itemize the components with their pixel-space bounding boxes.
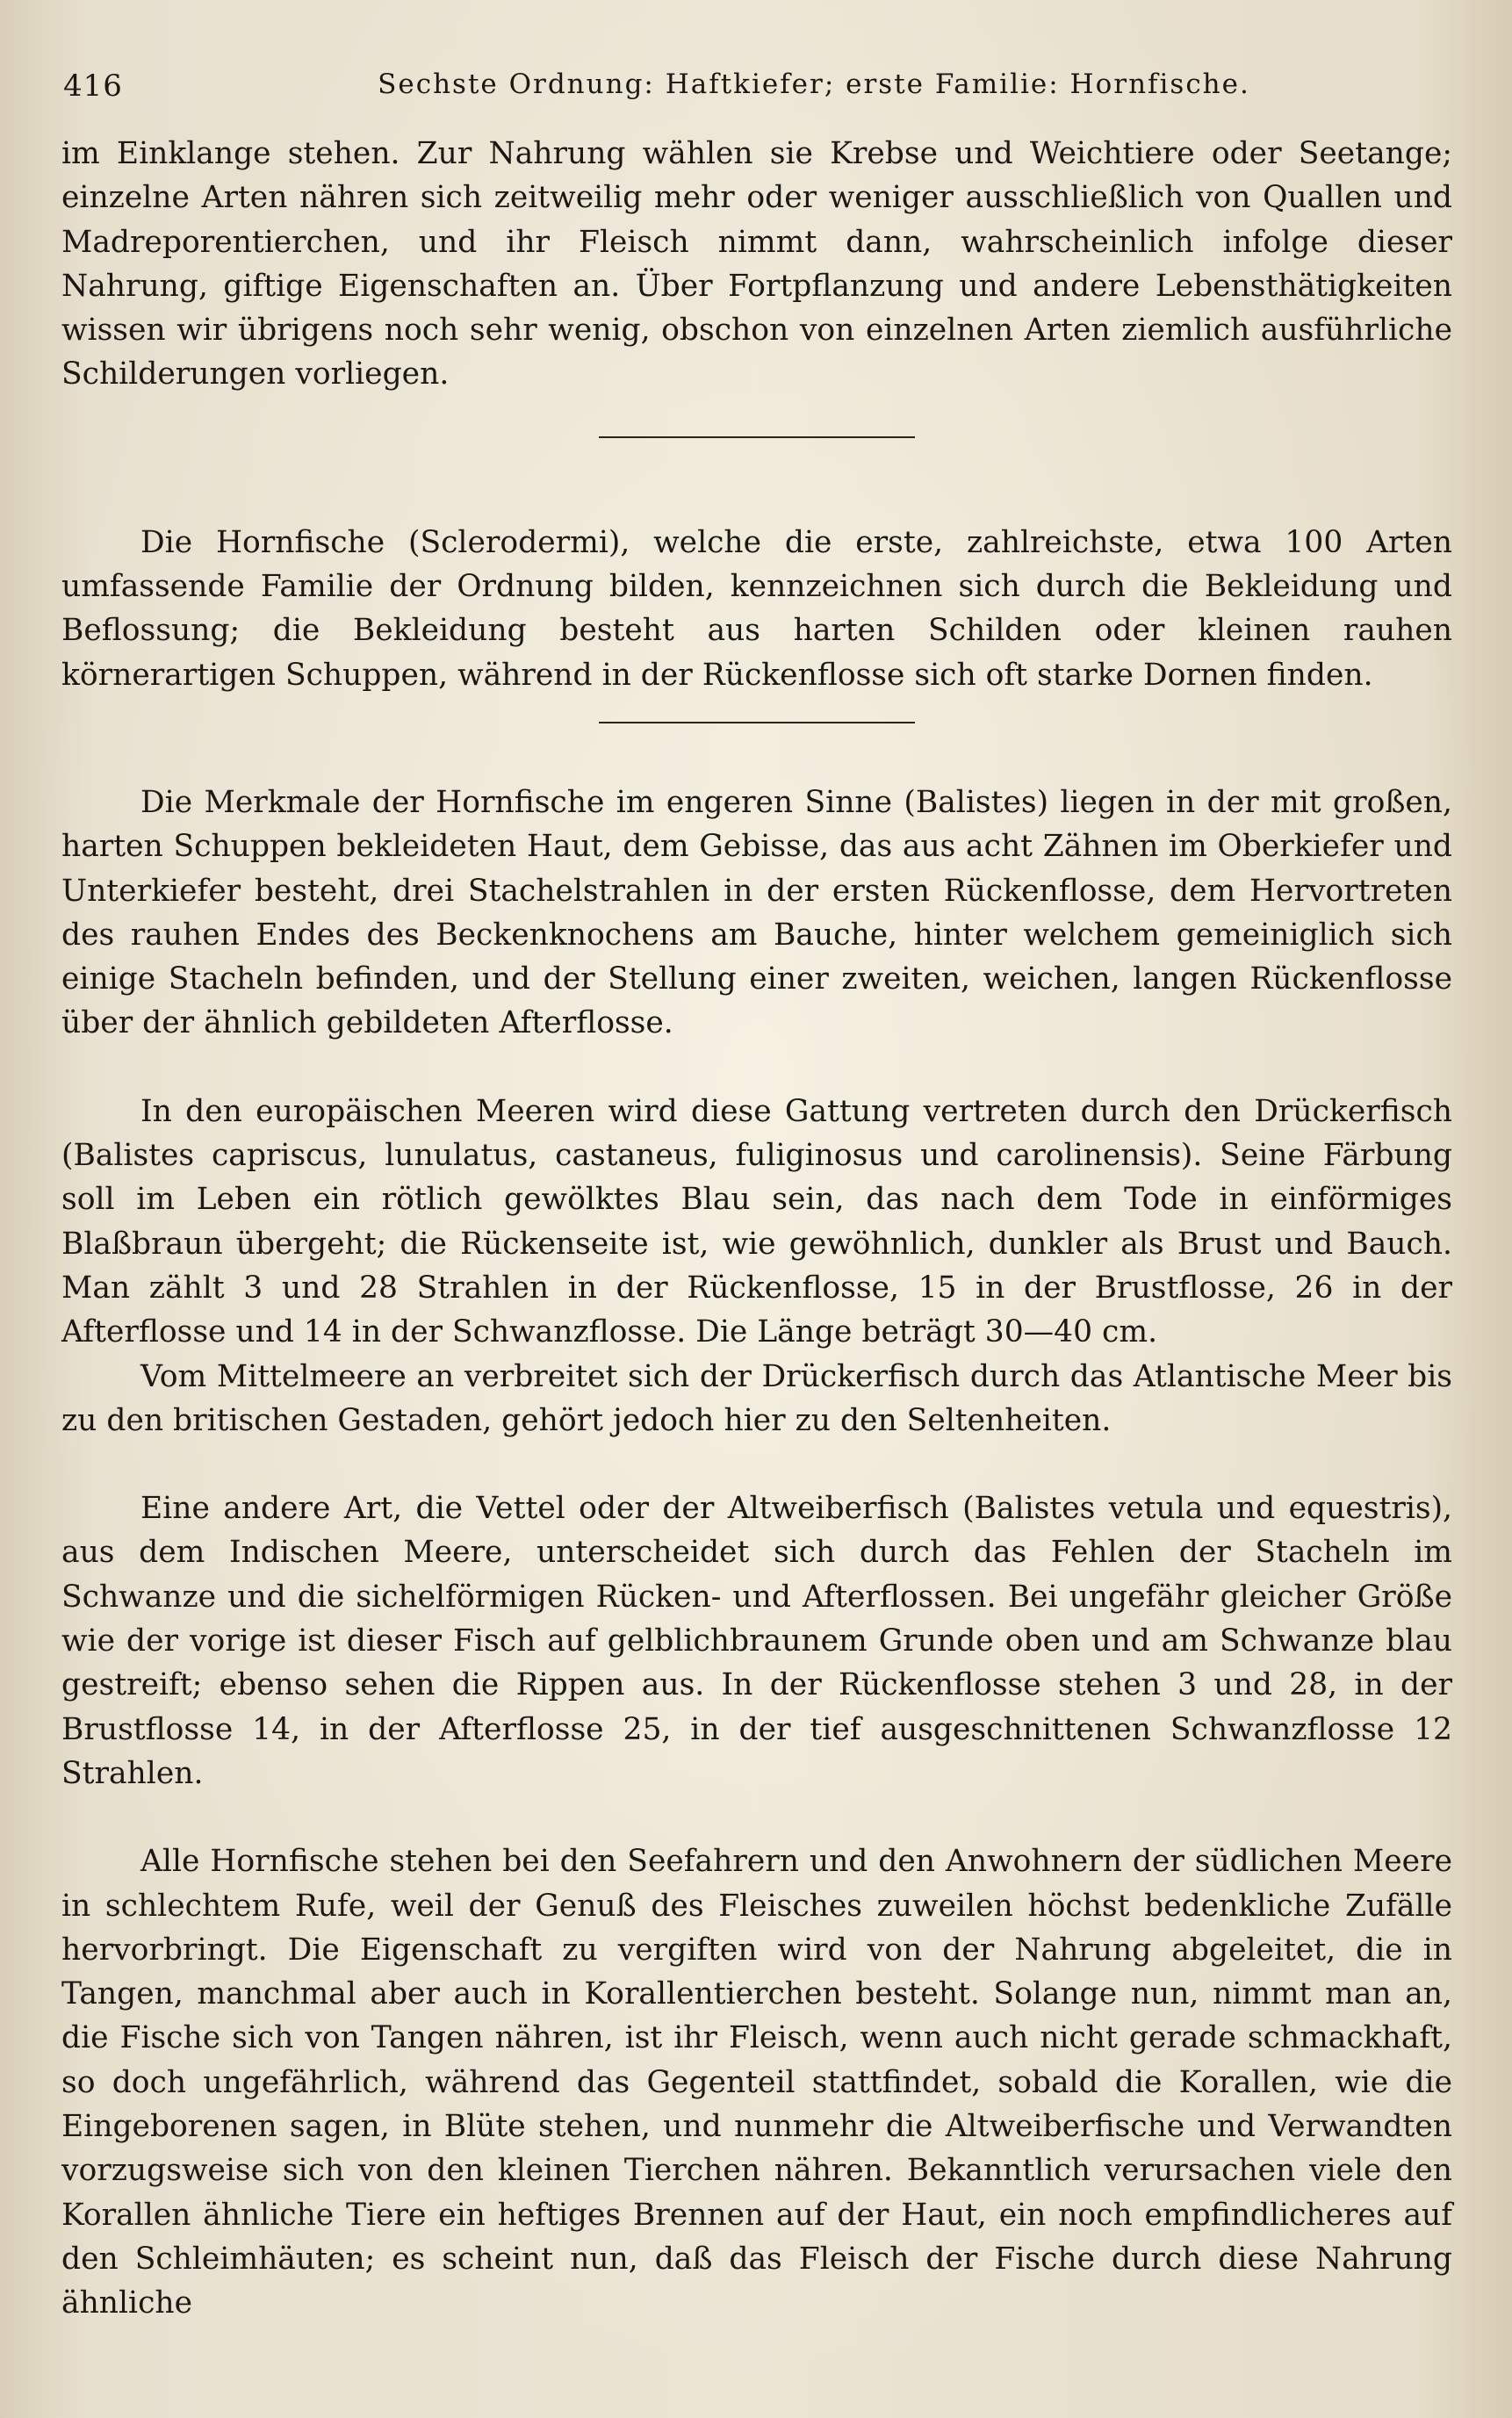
running-head: Sechste Ordnung: Haftkiefer; erste Familie: Hornfische. (378, 68, 1250, 100)
page-header (63, 61, 1459, 114)
paragraph-drueckerfisch: In den europäischen Meeren wird diese Gattung vertreten durch den Drückerfisch (Balistes capriscus, lunulatus, castaneus, fuliginosus und carolinensis). Seine Färbung soll im Leben ein rötlich gewölktes Blau sein, das nach dem Tode in einförmiges Blaßbraun übergeht; die Rückenseite ist, wie gewöhnlich, dunkler als Brust und Bauch. Man zählt 3 und 28 Strahlen in der Rückenflosse, 15 in der Brustflosse, 26 in der Afterflosse und 14 in der Schwanzflosse. Die Länge beträgt 30—40 cm. (61, 1093, 1452, 1350)
body-text (61, 132, 1452, 2325)
paragraph-hornfische-family: Die Hornfische (Sclerodermi), welche die erste, zahlreichste, etwa 100 Arten umfassende Familie der Ordnung bilden, kennzeichnen sich durch die Bekleidung und Beflossung; die Bekleidung besteht aus harten Schilden oder kleinen rauhen körnerartigen Schuppen, während in der Rückenflosse sich oft starke Dornen finden. (61, 524, 1452, 693)
divider-rule (599, 722, 915, 723)
page-number: 416 (63, 68, 123, 104)
paragraph-balistes-features: Die Merkmale der Hornfische im engeren Sinne (Balistes) liegen in der mit großen, harten Schuppen bekleideten Haut, dem Gebisse, das aus acht Zähnen im Oberkiefer und Unterkiefer besteht, drei Stachelstrahlen in der ersten Rückenflosse, dem Hervortreten des rauhen Endes des Beckenknochens am Bauche, hinter welchem gemeiniglich sich einige Stacheln befinden, und der Stellung einer zweiten, weichen, langen Rückenflosse über der ähnlich gebildeten Afterflosse. (61, 784, 1452, 1041)
paragraph-altweiberfisch: Eine andere Art, die Vettel oder der Altweiberfisch (Balistes vetula und equestris), aus dem Indischen Meere, unterscheidet sich durch das Fehlen der Stacheln im Schwanze und die sichelförmigen Rücken- und Afterflossen. Bei ungefähr gleicher Größe wie der vorige ist dieser Fisch auf gelblichbraunem Grunde oben und am Schwanze blau gestreift; ebenso sehen die Rippen aus. In der Rückenflosse stehen 3 und 28, in der Brustflosse 14, in der Afterflosse 25, in der tief ausgeschnittenen Schwanzflosse 12 Strahlen. (61, 1491, 1452, 1791)
paragraph-drueckerfisch-range: Vom Mittelmeere an verbreitet sich der Drückerfisch durch das Atlantische Meer bis zu den britischen Gestaden, gehört jedoch hier zu den Seltenheiten. (61, 1358, 1452, 1438)
section-divider (61, 697, 1452, 781)
divider-rule (599, 436, 915, 438)
paragraph-toxicity: Alle Hornfische stehen bei den Seefahrern und den Anwohnern der südlichen Meere in schlechtem Rufe, weil der Genuß des Fleisches zuweilen höchst bedenkliche Zufälle hervorbringt. Die Eigenschaft zu vergiften wird von der Nahrung abgeleitet, die in Tangen, manchmal aber auch in Korallentierchen besteht. Solange nun, nimmt man an, die Fische sich von Tangen nähren, ist ihr Fleisch, wenn auch nicht gerade schmackhaft, so doch ungefährlich, während das Gegenteil stattfindet, sobald die Korallen, wie die Eingeborenen sagen, in Blüte stehen, und nunmehr die Altweiberfische und Verwandten vorzugsweise sich von den kleinen Tierchen nähren. Bekanntlich verursachen viele den Korallen ähnliche Tiere ein heftiges Brennen auf der Haut, ein noch empfindlicheres auf den Schleimhäuten; es scheint nun, daß das Fleisch der Fische durch diese Nahrung ähnliche (61, 1844, 1452, 2321)
paragraph-continuation: im Einklange stehen. Zur Nahrung wählen sie Krebse und Weichtiere oder Seetange; einzelne Arten nähren sich zeitweilig mehr oder weniger ausschließlich von Quallen und Madreporentierchen, und ihr Fleisch nimmt dann, wahrscheinlich infolge dieser Nahrung, giftige Eigenschaften an. Über Fortpflanzung und andere Lebensthätigkeiten wissen wir übrigens noch sehr wenig, obschon von einzelnen Arten ziemlich ausführliche Schilderungen vorliegen. (61, 136, 1452, 392)
section-divider (61, 397, 1452, 489)
